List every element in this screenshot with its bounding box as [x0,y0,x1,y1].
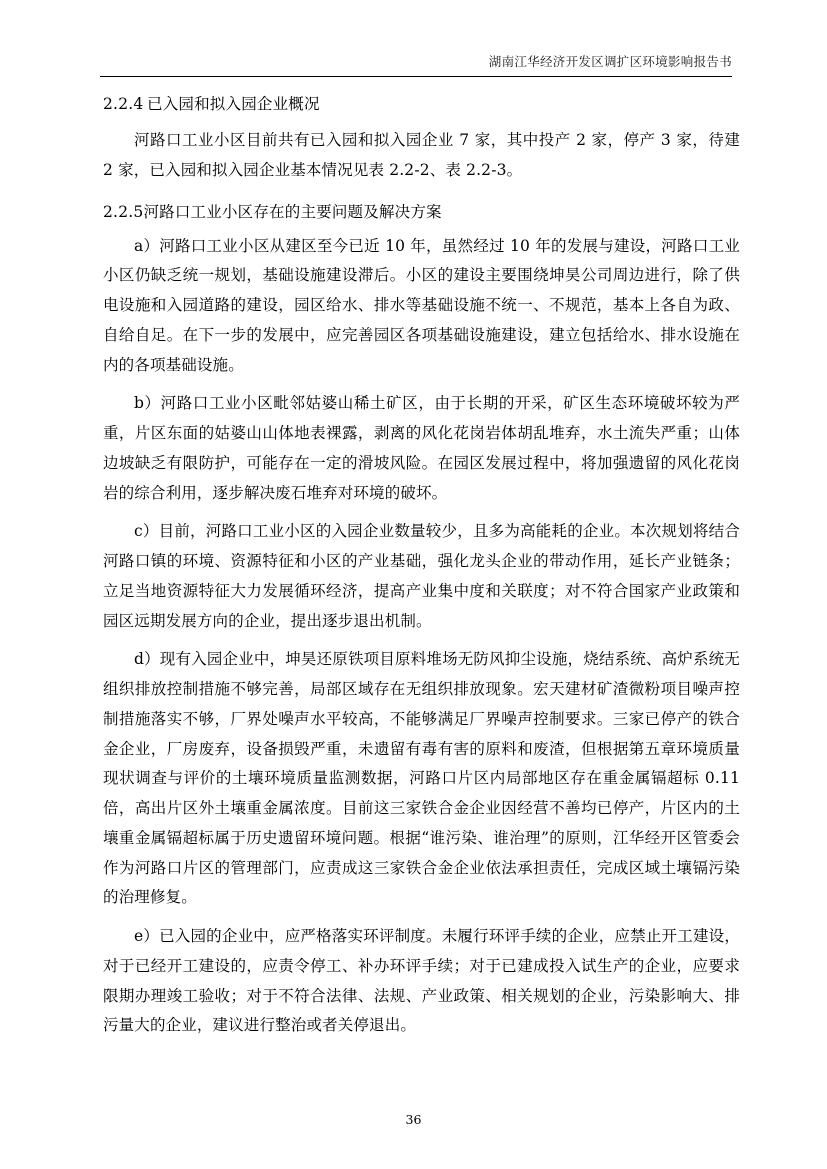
page-content [103,92,740,1049]
paragraph: e）已入园的企业中，应严格落实环评制度。未履行环评手续的企业，应禁止开工建设，对于已经开工建设的，应责令停工、补办环评手续；对于已建成投入试生产的企业，应要求限期办理竣工验收；对于不符合法律、法规、产业政策、相关规划的企业，污染影响大、排污量大的企业，建议进行整治或者关停退出。 [103,927,740,1035]
section-title: 河路口工业小区存在的主要问题及解决方案 [143,202,442,221]
paragraph: c）目前，河路口工业小区的入园企业数量较少，且多为高能耗的企业。本次规划将结合河路口镇的环境、资源特征和小区的产业基础，强化龙头企业的带动作用，延长产业链条；立足当地资源特征大力发展循环经济，提高产业集中度和关联度；对不符合国家产业政策和园区远期发展方向的企业，提出逐步退出机制。 [103,522,740,630]
running-title: 湖南江华经济开发区调扩区环境影响报告书 [488,54,732,69]
section-title: 已入园和拟入园企业概况 [147,95,320,113]
section-heading-2-2-5 [103,200,740,224]
page-number: 36 [405,1112,422,1127]
paragraph: d）现有入园企业中，坤昊还原铁项目原料堆场无防风抑尘设施，烧结系统、高炉系统无组织排放控制措施不够完善，局部区域存在无组织排放现象。宏天建材矿渣微粉项目噪声控制措施落实不够，厂界处噪声水平较高，不能够满足厂界噪声控制要求。三家已停产的铁合金企业，厂房废弃，设备损毁严重，未遗留有毒有害的原料和废渣，但根据第五章环境质量现状调查与评价的土壤环境质量监测数据，河路口片区内局部地区存在重金属镉超标 0.11 倍，高出片区外土壤重金属浓度。目前这三家铁合金企业因经营不善均已停产，片区内的土壤重金属镉超标属于历史遗留环境问题。根据“谁污染、谁治理”的原则，江华经开区管委会作为河路口片区的管理部门，应责成这三家铁合金企业依法承担责任，完成区域土壤镉污染的治理修复。 [103,650,740,907]
paragraph: 河路口工业小区目前共有已入园和拟入园企业 7 家，其中投产 2 家，停产 3 家，待建 2 家，已入园和拟入园企业基本情况见表 2.2-2、表 2.2-3。 [103,131,740,179]
section-heading-2-2-4 [103,92,740,116]
page-footer [0,1112,827,1127]
paragraph: b）河路口工业小区毗邻姑婆山稀土矿区，由于长期的开采，矿区生态环境破坏较为严重，片区东面的姑婆山山体地表裸露，剥离的风化花岗岩体胡乱堆弃，水土流失严重；山体边坡缺乏有限防护，可能存在一定的滑坡风险。在园区发展过程中，将加强遗留的风化花岗岩的综合利用，逐步解决废石堆弃对环境的破坏。 [103,394,740,502]
section-number: 2.2.4 [103,95,144,113]
section-number: 2.2.5 [103,202,144,221]
header-divider [100,76,732,77]
paragraph: a）河路口工业小区从建区至今已近 10 年，虽然经过 10 年的发展与建设，河路口工业小区仍缺乏统一规划，基础设施建设滞后。小区的建设主要围绕坤昊公司周边进行，除了供电设施和入园道路的建设，园区给水、排水等基础设施不统一、不规范，基本上各自为政、自给自足。在下一步的发展中，应完善园区各项基础设施建设，建立包括给水、排水设施在内的各项基础设施。 [103,236,740,374]
page-header [100,52,732,82]
